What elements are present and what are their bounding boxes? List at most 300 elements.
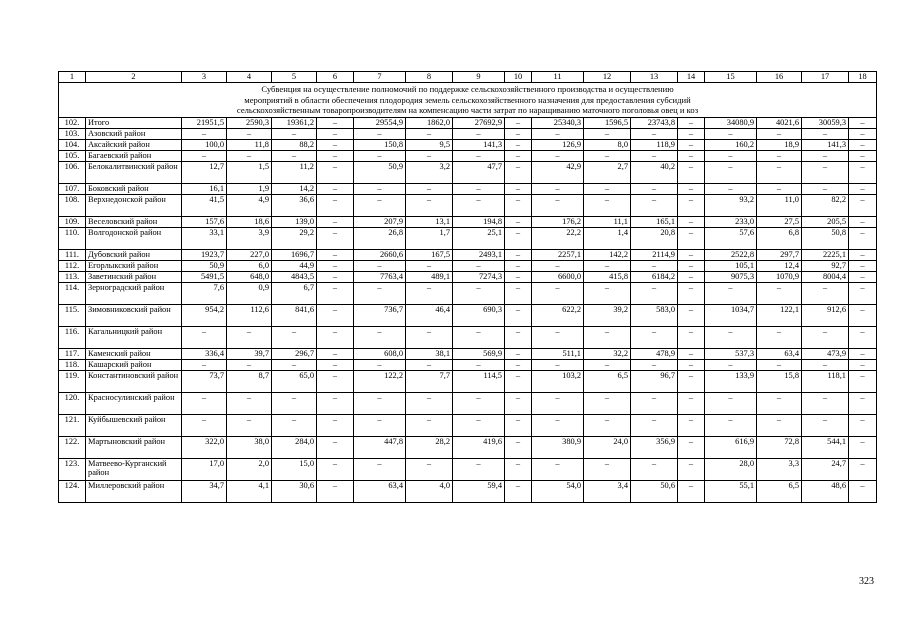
column-number-cell: 2: [86, 72, 182, 83]
district-name-cell: Верхнедонской район: [86, 194, 182, 216]
table-row: [59, 370, 877, 392]
value-cell: 616,9: [705, 436, 757, 458]
row-number-cell: 122.: [59, 436, 86, 458]
value-cell: 284,0: [272, 436, 317, 458]
table-row: [59, 271, 877, 282]
value-cell: –: [705, 183, 757, 194]
value-cell: 126,9: [532, 139, 584, 150]
value-cell: 3,4: [584, 480, 631, 502]
value-cell: –: [802, 150, 849, 161]
value-cell: –: [453, 194, 505, 216]
value-cell: –: [532, 326, 584, 348]
value-cell: 112,6: [227, 304, 272, 326]
value-cell: –: [678, 480, 705, 502]
column-number-header-row: [59, 72, 877, 83]
value-cell: 841,6: [272, 304, 317, 326]
value-cell: 8004,4: [802, 271, 849, 282]
value-cell: –: [505, 282, 532, 304]
value-cell: –: [584, 128, 631, 139]
value-cell: –: [705, 392, 757, 414]
value-cell: –: [453, 458, 505, 480]
value-cell: –: [678, 260, 705, 271]
value-cell: 167,5: [406, 249, 453, 260]
column-number-cell: 15: [705, 72, 757, 83]
value-cell: 5491,5: [182, 271, 227, 282]
value-cell: –: [505, 458, 532, 480]
district-name-cell: Куйбышевский район: [86, 414, 182, 436]
value-cell: –: [802, 282, 849, 304]
value-cell: 46,4: [406, 304, 453, 326]
district-name-cell: Зерноградский район: [86, 282, 182, 304]
district-name-cell: Кагальницкий район: [86, 326, 182, 348]
value-cell: –: [182, 128, 227, 139]
table-row: [59, 480, 877, 502]
value-cell: 569,9: [453, 348, 505, 359]
row-number-cell: 121.: [59, 414, 86, 436]
value-cell: 954,2: [182, 304, 227, 326]
table-row: [59, 194, 877, 216]
value-cell: 63,4: [354, 480, 406, 502]
value-cell: –: [532, 282, 584, 304]
value-cell: 322,0: [182, 436, 227, 458]
value-cell: –: [631, 260, 678, 271]
value-cell: 103,2: [532, 370, 584, 392]
row-number-cell: 119.: [59, 370, 86, 392]
value-cell: 489,1: [406, 271, 453, 282]
table-row: [59, 282, 877, 304]
table-row: [59, 458, 877, 480]
value-cell: –: [227, 128, 272, 139]
value-cell: –: [849, 304, 877, 326]
value-cell: –: [532, 128, 584, 139]
district-name-cell: Азовский район: [86, 128, 182, 139]
value-cell: 34080,9: [705, 117, 757, 128]
value-cell: –: [505, 183, 532, 194]
value-cell: –: [802, 326, 849, 348]
value-cell: –: [705, 326, 757, 348]
value-cell: 17,0: [182, 458, 227, 480]
value-cell: –: [406, 260, 453, 271]
row-number-cell: 107.: [59, 183, 86, 194]
value-cell: –: [505, 392, 532, 414]
value-cell: 139,0: [272, 216, 317, 227]
row-number-cell: 117.: [59, 348, 86, 359]
value-cell: –: [406, 359, 453, 370]
value-cell: –: [317, 271, 354, 282]
value-cell: –: [406, 183, 453, 194]
value-cell: 27,5: [757, 216, 802, 227]
district-name-cell: Итого: [86, 117, 182, 128]
value-cell: –: [227, 392, 272, 414]
value-cell: –: [678, 304, 705, 326]
row-number-cell: 106.: [59, 161, 86, 183]
district-name-cell: Матвеево-Курганский район: [86, 458, 182, 480]
value-cell: –: [317, 249, 354, 260]
caption-line: мероприятий в области обеспечения плодородия земель сельскохозяйственного назначения для предоставления субсидий: [244, 94, 691, 105]
value-cell: 2114,9: [631, 249, 678, 260]
value-cell: –: [631, 414, 678, 436]
value-cell: –: [631, 326, 678, 348]
value-cell: –: [354, 414, 406, 436]
value-cell: 537,3: [705, 348, 757, 359]
table-row: [59, 326, 877, 348]
value-cell: 0,9: [227, 282, 272, 304]
value-cell: 3,9: [227, 227, 272, 249]
row-number-cell: 111.: [59, 249, 86, 260]
column-number-cell: 11: [532, 72, 584, 83]
value-cell: –: [584, 183, 631, 194]
value-cell: –: [354, 392, 406, 414]
value-cell: 1596,5: [584, 117, 631, 128]
value-cell: –: [317, 348, 354, 359]
value-cell: 419,6: [453, 436, 505, 458]
value-cell: 14,2: [272, 183, 317, 194]
value-cell: –: [272, 128, 317, 139]
column-number-cell: 5: [272, 72, 317, 83]
value-cell: 736,7: [354, 304, 406, 326]
value-cell: 8,7: [227, 370, 272, 392]
value-cell: 50,9: [354, 161, 406, 183]
district-name-cell: Заветинский район: [86, 271, 182, 282]
value-cell: –: [317, 139, 354, 150]
value-cell: –: [505, 194, 532, 216]
value-cell: –: [705, 161, 757, 183]
value-cell: –: [849, 216, 877, 227]
value-cell: –: [631, 392, 678, 414]
value-cell: 72,8: [757, 436, 802, 458]
value-cell: 356,9: [631, 436, 678, 458]
value-cell: 1,9: [227, 183, 272, 194]
row-number-cell: 110.: [59, 227, 86, 249]
value-cell: –: [227, 150, 272, 161]
value-cell: –: [317, 458, 354, 480]
value-cell: 1923,7: [182, 249, 227, 260]
row-number-cell: 113.: [59, 271, 86, 282]
value-cell: –: [631, 128, 678, 139]
value-cell: –: [757, 128, 802, 139]
value-cell: 2225,1: [802, 249, 849, 260]
table-row: [59, 260, 877, 271]
value-cell: –: [406, 458, 453, 480]
value-cell: –: [757, 414, 802, 436]
value-cell: –: [317, 128, 354, 139]
value-cell: –: [584, 458, 631, 480]
value-cell: –: [584, 326, 631, 348]
column-number-cell: 7: [354, 72, 406, 83]
value-cell: –: [227, 326, 272, 348]
value-cell: 15,0: [272, 458, 317, 480]
value-cell: –: [678, 414, 705, 436]
value-cell: 622,2: [532, 304, 584, 326]
value-cell: –: [849, 249, 877, 260]
column-number-cell: 10: [505, 72, 532, 83]
district-name-cell: Аксайский район: [86, 139, 182, 150]
value-cell: –: [849, 414, 877, 436]
value-cell: –: [272, 414, 317, 436]
value-cell: –: [317, 161, 354, 183]
value-cell: –: [182, 150, 227, 161]
value-cell: 73,7: [182, 370, 227, 392]
value-cell: –: [317, 370, 354, 392]
value-cell: –: [505, 249, 532, 260]
value-cell: 12,4: [757, 260, 802, 271]
value-cell: 141,3: [453, 139, 505, 150]
value-cell: –: [453, 128, 505, 139]
district-name-cell: Дубовский район: [86, 249, 182, 260]
column-number-cell: 4: [227, 72, 272, 83]
value-cell: 54,0: [532, 480, 584, 502]
table-row: [59, 128, 877, 139]
column-number-cell: 17: [802, 72, 849, 83]
value-cell: 447,8: [354, 436, 406, 458]
value-cell: –: [532, 392, 584, 414]
value-cell: 233,0: [705, 216, 757, 227]
value-cell: –: [631, 150, 678, 161]
row-number-cell: 102.: [59, 117, 86, 128]
value-cell: 122,1: [757, 304, 802, 326]
table-row: [59, 348, 877, 359]
value-cell: –: [505, 326, 532, 348]
value-cell: –: [678, 348, 705, 359]
district-name-cell: Миллеровский район: [86, 480, 182, 502]
value-cell: 25340,3: [532, 117, 584, 128]
value-cell: 165,1: [631, 216, 678, 227]
value-cell: –: [453, 183, 505, 194]
table-row: [59, 216, 877, 227]
row-number-cell: 116.: [59, 326, 86, 348]
row-number-cell: 115.: [59, 304, 86, 326]
value-cell: 4843,5: [272, 271, 317, 282]
value-cell: 57,6: [705, 227, 757, 249]
value-cell: –: [849, 128, 877, 139]
value-cell: –: [849, 139, 877, 150]
value-cell: 133,9: [705, 370, 757, 392]
value-cell: 7,6: [182, 282, 227, 304]
value-cell: –: [584, 414, 631, 436]
value-cell: –: [317, 150, 354, 161]
caption-line: сельскохозяйственным товаропроизводителям на компенсацию части затрат по наращиванию маточного поголовья овец и коз: [236, 105, 699, 116]
value-cell: –: [849, 392, 877, 414]
table-row: [59, 304, 877, 326]
value-cell: –: [453, 359, 505, 370]
value-cell: 4,1: [227, 480, 272, 502]
value-cell: –: [705, 150, 757, 161]
value-cell: 690,3: [453, 304, 505, 326]
value-cell: –: [453, 260, 505, 271]
value-cell: –: [505, 161, 532, 183]
value-cell: 100,0: [182, 139, 227, 150]
value-cell: 544,1: [802, 436, 849, 458]
value-cell: –: [182, 359, 227, 370]
value-cell: 11,8: [227, 139, 272, 150]
value-cell: 13,1: [406, 216, 453, 227]
value-cell: –: [678, 216, 705, 227]
value-cell: 23743,8: [631, 117, 678, 128]
document-table-container: [58, 71, 876, 503]
value-cell: –: [849, 370, 877, 392]
value-cell: –: [631, 282, 678, 304]
value-cell: 2590,3: [227, 117, 272, 128]
value-cell: 3,3: [757, 458, 802, 480]
district-name-cell: Красносулинский район: [86, 392, 182, 414]
value-cell: 82,2: [802, 194, 849, 216]
value-cell: –: [505, 359, 532, 370]
value-cell: 648,0: [227, 271, 272, 282]
value-cell: 1862,0: [406, 117, 453, 128]
value-cell: 50,6: [631, 480, 678, 502]
value-cell: 4,0: [406, 480, 453, 502]
value-cell: –: [317, 326, 354, 348]
value-cell: –: [584, 392, 631, 414]
column-number-cell: 16: [757, 72, 802, 83]
value-cell: –: [182, 414, 227, 436]
value-cell: 176,2: [532, 216, 584, 227]
value-cell: –: [505, 227, 532, 249]
value-cell: –: [317, 183, 354, 194]
value-cell: –: [406, 150, 453, 161]
value-cell: –: [678, 359, 705, 370]
value-cell: 44,9: [272, 260, 317, 271]
value-cell: –: [354, 194, 406, 216]
row-number-cell: 105.: [59, 150, 86, 161]
value-cell: 28,0: [705, 458, 757, 480]
value-cell: 2257,1: [532, 249, 584, 260]
column-number-cell: 9: [453, 72, 505, 83]
value-cell: –: [354, 128, 406, 139]
value-cell: 1070,9: [757, 271, 802, 282]
value-cell: –: [532, 458, 584, 480]
value-cell: –: [505, 348, 532, 359]
column-number-cell: 14: [678, 72, 705, 83]
value-cell: –: [272, 359, 317, 370]
table-row: [59, 392, 877, 414]
value-cell: 21951,5: [182, 117, 227, 128]
value-cell: –: [317, 282, 354, 304]
caption-line: Субвенция на осуществление полномочий по поддержке сельскохозяйственного производства и осуществлению: [261, 84, 674, 94]
table-row: [59, 227, 877, 249]
value-cell: 7274,3: [453, 271, 505, 282]
value-cell: –: [317, 260, 354, 271]
value-cell: –: [453, 414, 505, 436]
value-cell: –: [532, 150, 584, 161]
column-number-cell: 18: [849, 72, 877, 83]
value-cell: –: [354, 183, 406, 194]
value-cell: 24,0: [584, 436, 631, 458]
row-number-cell: 104.: [59, 139, 86, 150]
value-cell: –: [354, 282, 406, 304]
value-cell: –: [678, 227, 705, 249]
row-number-cell: 123.: [59, 458, 86, 480]
value-cell: 194,8: [453, 216, 505, 227]
district-name-cell: Белокалитвинский район: [86, 161, 182, 183]
value-cell: –: [849, 326, 877, 348]
value-cell: –: [272, 150, 317, 161]
value-cell: –: [505, 271, 532, 282]
value-cell: –: [272, 326, 317, 348]
value-cell: –: [317, 117, 354, 128]
value-cell: –: [584, 282, 631, 304]
value-cell: –: [505, 480, 532, 502]
value-cell: –: [849, 227, 877, 249]
value-cell: –: [849, 183, 877, 194]
table-row: [59, 150, 877, 161]
value-cell: –: [802, 161, 849, 183]
value-cell: –: [406, 414, 453, 436]
value-cell: 11,1: [584, 216, 631, 227]
value-cell: 50,9: [182, 260, 227, 271]
value-cell: 150,8: [354, 139, 406, 150]
value-cell: –: [317, 216, 354, 227]
district-name-cell: Багаевский район: [86, 150, 182, 161]
row-number-cell: 108.: [59, 194, 86, 216]
value-cell: –: [505, 150, 532, 161]
value-cell: –: [705, 414, 757, 436]
value-cell: –: [849, 271, 877, 282]
column-number-cell: 1: [59, 72, 86, 83]
value-cell: –: [406, 326, 453, 348]
caption-row: [59, 83, 877, 118]
value-cell: 3,2: [406, 161, 453, 183]
value-cell: –: [227, 359, 272, 370]
value-cell: –: [678, 161, 705, 183]
table-row: [59, 359, 877, 370]
column-number-cell: 8: [406, 72, 453, 83]
value-cell: –: [272, 392, 317, 414]
value-cell: 608,0: [354, 348, 406, 359]
value-cell: –: [354, 458, 406, 480]
row-number-cell: 109.: [59, 216, 86, 227]
value-cell: 24,7: [802, 458, 849, 480]
page-number: 323: [859, 576, 874, 587]
value-cell: 583,0: [631, 304, 678, 326]
district-name-cell: Егорлыкский район: [86, 260, 182, 271]
value-cell: 7,7: [406, 370, 453, 392]
value-cell: –: [453, 282, 505, 304]
value-cell: 42,9: [532, 161, 584, 183]
value-cell: 6,8: [757, 227, 802, 249]
value-cell: –: [757, 183, 802, 194]
value-cell: 105,1: [705, 260, 757, 271]
value-cell: 4,9: [227, 194, 272, 216]
district-name-cell: Мартыновский район: [86, 436, 182, 458]
value-cell: –: [849, 436, 877, 458]
value-cell: 38,0: [227, 436, 272, 458]
value-cell: 2493,1: [453, 249, 505, 260]
value-cell: 32,2: [584, 348, 631, 359]
value-cell: 157,6: [182, 216, 227, 227]
table-row: [59, 183, 877, 194]
value-cell: 415,8: [584, 271, 631, 282]
value-cell: –: [505, 414, 532, 436]
value-cell: –: [802, 128, 849, 139]
value-cell: –: [505, 139, 532, 150]
value-cell: –: [757, 359, 802, 370]
value-cell: –: [631, 359, 678, 370]
district-name-cell: Волгодонской район: [86, 227, 182, 249]
value-cell: 50,8: [802, 227, 849, 249]
row-number-cell: 118.: [59, 359, 86, 370]
value-cell: –: [757, 161, 802, 183]
value-cell: –: [584, 260, 631, 271]
value-cell: –: [678, 117, 705, 128]
value-cell: 29554,9: [354, 117, 406, 128]
value-cell: 297,7: [757, 249, 802, 260]
value-cell: 114,5: [453, 370, 505, 392]
value-cell: –: [678, 458, 705, 480]
value-cell: –: [802, 359, 849, 370]
row-number-cell: 112.: [59, 260, 86, 271]
value-cell: –: [505, 304, 532, 326]
